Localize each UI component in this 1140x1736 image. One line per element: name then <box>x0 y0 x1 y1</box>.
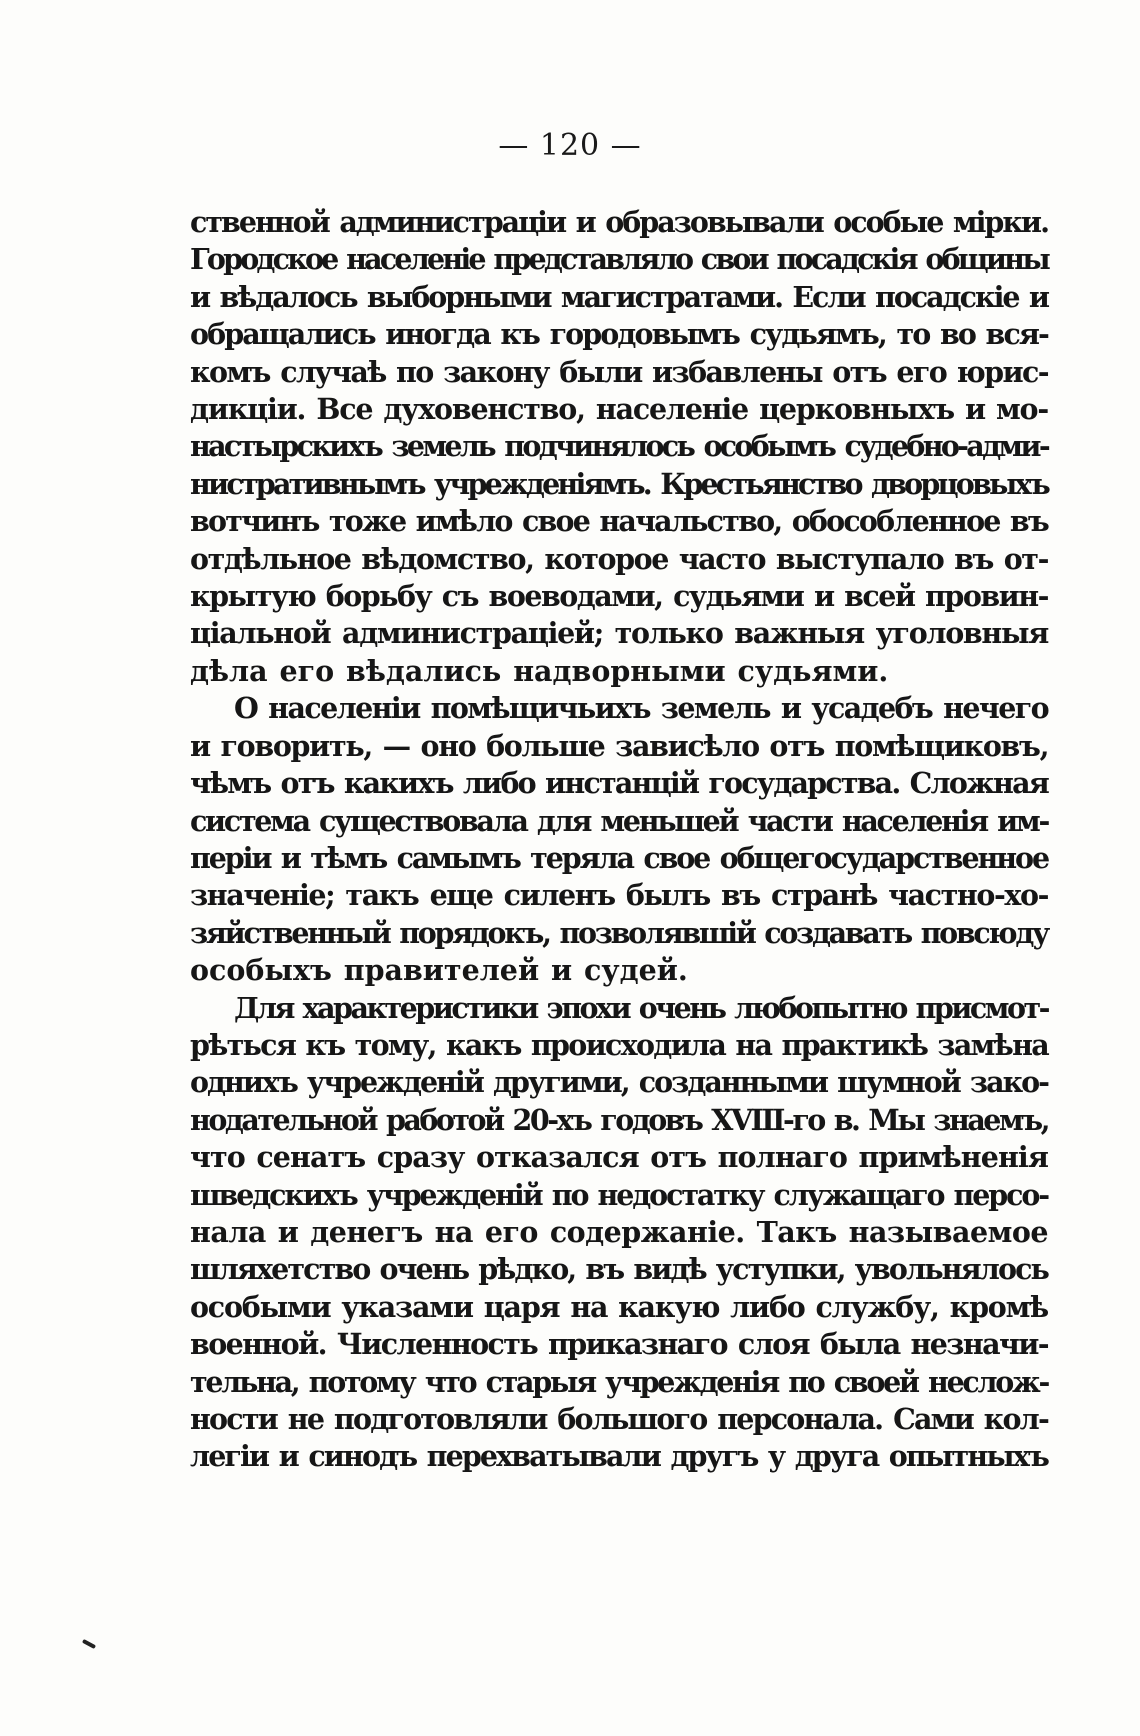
text-line: система существовала для меньшей части населенія им- <box>190 803 1048 838</box>
text-line: зяйственный порядокъ, позволявшій создавать повсюду <box>190 915 1048 950</box>
paragraph-1 <box>190 204 1048 690</box>
text-line: чѣмъ отъ какихъ либо инстанцій государства. Сложная <box>190 766 1048 801</box>
text-line: рѣться къ тому, какъ происходила на практикѣ замѣна <box>190 1027 1049 1062</box>
text-line: и вѣдалось выборными магистратами. Если посадскіе и <box>190 279 1048 314</box>
text-line: шведскихъ учрежденій по недостатку служащаго персо- <box>190 1177 1048 1212</box>
text-line: ности не подготовляли большого персонала. Сами кол- <box>190 1402 1048 1436</box>
page-number: — 120 — <box>498 128 642 163</box>
text-line: вотчинъ тоже имѣло свое начальство, обособленное въ <box>190 504 1048 539</box>
text-line: и говорить, — оно больше зависѣло отъ помѣщиковъ, <box>190 728 1049 763</box>
text-line: ціальной администраціей; только важныя уголовныя <box>190 616 1048 651</box>
text-line: комъ случаѣ по закону были избавлены отъ его юрис- <box>190 354 1048 389</box>
body-text <box>190 204 1048 1476</box>
text-line: особыхъ правителей и судей. <box>190 953 688 988</box>
text-line: дѣла его вѣдались надворными судьями. <box>190 653 889 688</box>
text-line: Для характеристики эпохи очень любопытно присмот- <box>234 990 1048 1025</box>
text-line: крытую борьбу съ воеводами, судьями и всей провин- <box>190 579 1048 614</box>
text-line: Городское населеніе представляло свои посадскія общины <box>190 242 1048 277</box>
text-line: О населеніи помѣщичьихъ земель и усадебъ нечего <box>234 691 1048 726</box>
text-line: шляхетство очень рѣдко, въ видѣ уступки, увольнялось <box>190 1252 1048 1287</box>
text-line: особыми указами царя на какую либо службу, кромѣ <box>190 1289 1048 1324</box>
text-line: періи и тѣмъ самымъ теряла свое общегосударственное <box>190 840 1048 875</box>
text-line: что сенатъ сразу отказался отъ полнаго примѣненія <box>190 1140 1048 1175</box>
text-line: нодательной работой 20-хъ годовъ XVIII-го в. Мы знаемъ, <box>190 1102 1048 1137</box>
text-line: значеніе; такъ еще силенъ былъ въ странѣ частно-хо- <box>190 878 1048 913</box>
paragraph-2 <box>190 690 1048 989</box>
text-line: ственной администраціи и образовывали особые мірки. <box>190 205 1048 239</box>
scan-speck <box>82 1639 96 1649</box>
text-line: обращались иногда къ городовымъ судьямъ, то во вся- <box>190 317 1048 352</box>
text-line: военной. Численность приказнаго слоя была незначи- <box>190 1327 1048 1362</box>
text-line: дикціи. Все духовенство, населеніе церковныхъ и мо- <box>190 392 1048 427</box>
text-line: легіи и синодъ перехватывали другъ у друга опытныхъ <box>190 1439 1048 1474</box>
text-line: нала и денегъ на его содержаніе. Такъ называемое <box>190 1214 1048 1249</box>
paragraph-3 <box>190 990 1048 1476</box>
text-line: тельна, потому что старыя учрежденія по своей неслож- <box>190 1364 1048 1399</box>
text-line: отдѣльное вѣдомство, которое часто выступало въ от- <box>190 541 1048 576</box>
text-line: настырскихъ земель подчинялось особымъ судебно-адми- <box>190 429 1048 464</box>
text-line: нистративнымъ учрежденіямъ. Крестьянство дворцовыхъ <box>190 466 1048 501</box>
text-line: однихъ учрежденій другими, созданными шумной зако- <box>190 1065 1048 1100</box>
